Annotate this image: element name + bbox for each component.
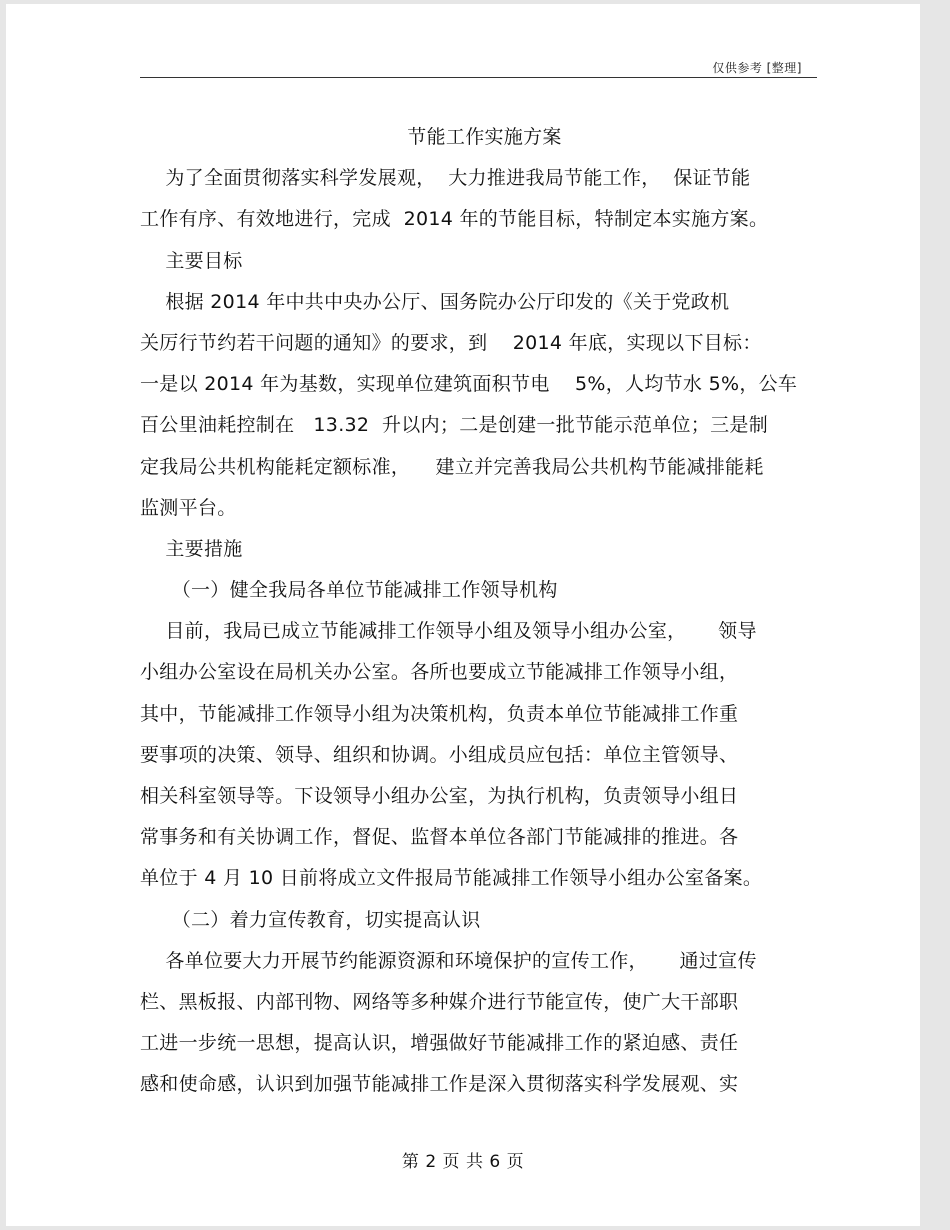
- page-number-footer: 第 2 页 共 6 页: [401, 1152, 525, 1172]
- text-line: 根据 2014 年中共中央办公厅、国务院办公厅印发的《关于党政机: [140, 290, 730, 313]
- text-line: 目前，我局已成立节能减排工作领导小组及领导小组办公室， 领导: [140, 620, 757, 643]
- header-rule: [140, 77, 817, 78]
- text-line: 单位于 4 月 10 日前将成立文件报局节能减排工作领导小组办公室备案。: [140, 867, 763, 890]
- text-line: 一是以 2014 年为基数，实现单位建筑面积节电 5%，人均节水 5%，公车: [140, 373, 798, 396]
- section-heading: 主要目标: [140, 249, 243, 272]
- header-note: 仅供参考 [整理]: [712, 61, 802, 75]
- text-line: 常事务和有关协调工作，督促、监督本单位各部门节能减排的推进。各: [140, 826, 739, 849]
- text-line: 定我局公共机构能耗定额标准， 建立并完善我局公共机构节能减排能耗: [140, 455, 764, 478]
- text-line: 百公里油耗控制在 13.32 升以内；二是创建一批节能示范单位；三是制: [140, 414, 768, 437]
- text-line: 工作有序、有效地进行，完成 2014 年的节能目标，特制定本实施方案。: [140, 208, 769, 231]
- document-page: [6, 4, 920, 1226]
- text-line: 各单位要大力开展节约能源资源和环境保护的宣传工作， 通过宣传: [140, 949, 757, 972]
- text-line: 栏、黑板报、内部刊物、网络等多种媒介进行节能宣传，使广大干部职: [140, 990, 739, 1013]
- text-line: 感和使命感，认识到加强节能减排工作是深入贯彻落实科学发展观、实: [140, 1073, 739, 1096]
- section-heading: 主要措施: [140, 537, 243, 560]
- text-line: 为了全面贯彻落实科学发展观， 大力推进我局节能工作， 保证节能: [140, 167, 751, 190]
- text-line: 小组办公室设在局机关办公室。各所也要成立节能减排工作领导小组，: [140, 661, 739, 684]
- text-line: 监测平台。: [140, 496, 237, 519]
- text-line: 其中，节能减排工作领导小组为决策机构，负责本单位节能减排工作重: [140, 702, 739, 725]
- document-body: [140, 117, 817, 1106]
- text-line: 要事项的决策、领导、组织和协调。小组成员应包括：单位主管领导、: [140, 743, 739, 766]
- text-line: 关厉行节约若干问题的通知》的要求，到 2014 年底，实现以下目标：: [140, 331, 762, 354]
- text-line: 相关科室领导等。下设领导小组办公室，为执行机构，负责领导小组日: [140, 785, 739, 807]
- document-title: 节能工作实施方案: [407, 126, 562, 148]
- subsection-heading: （一）健全我局各单位节能减排工作领导机构: [140, 579, 558, 602]
- subsection-heading: （二）着力宣传教育，切实提高认识: [140, 908, 481, 931]
- text-line: 工进一步统一思想，提高认识，增强做好节能减排工作的紧迫感、责任: [140, 1032, 739, 1055]
